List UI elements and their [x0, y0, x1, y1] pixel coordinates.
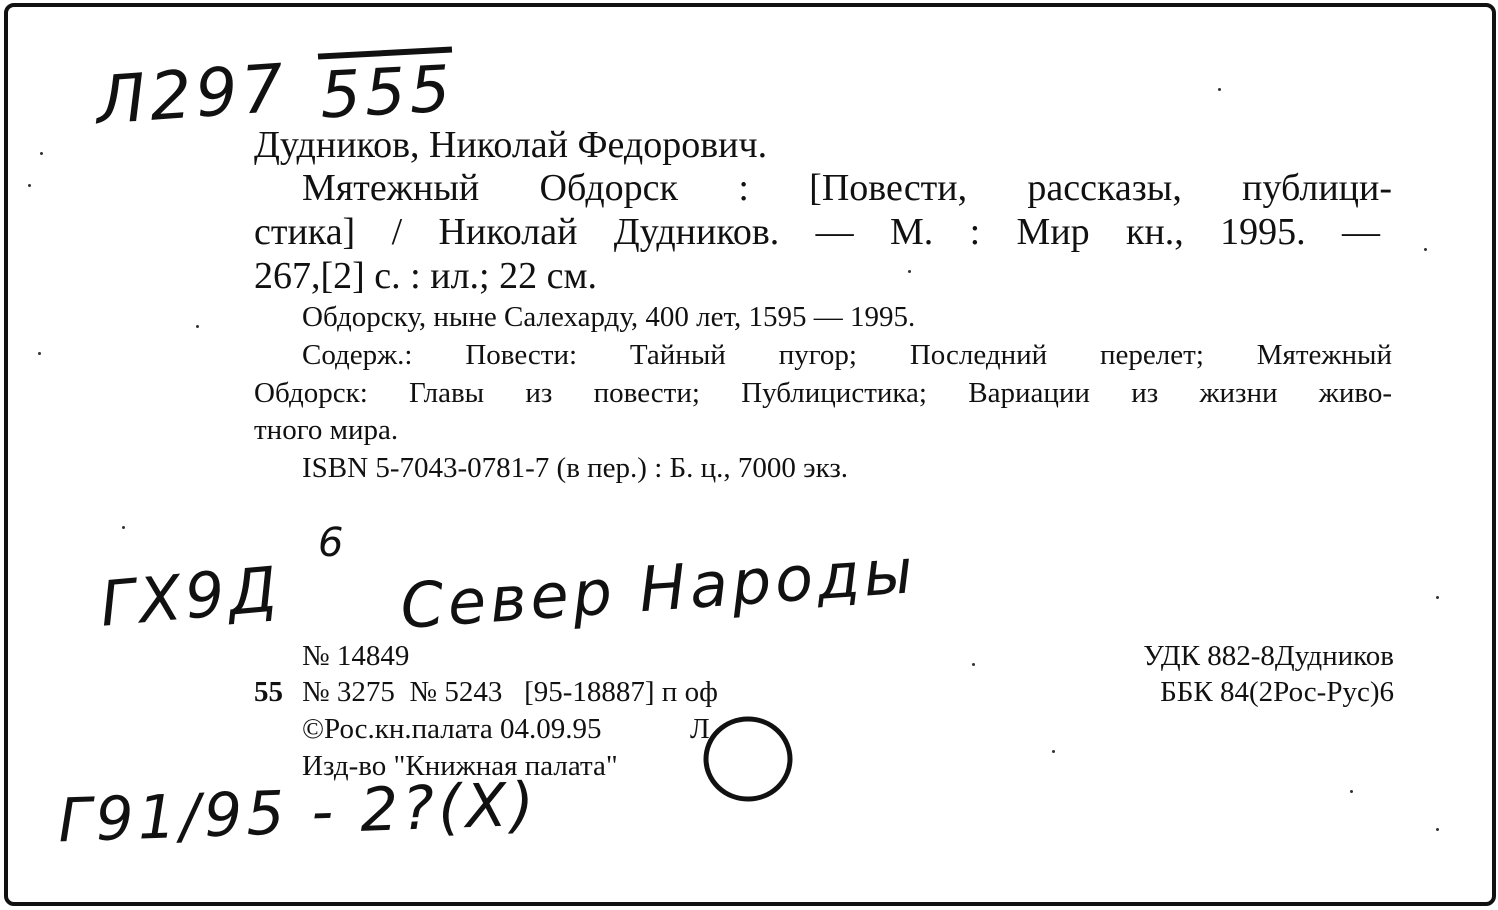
handwritten-overlined-number: 555 — [318, 52, 457, 134]
scan-speck — [1436, 596, 1439, 599]
scan-speck — [196, 325, 199, 328]
scan-speck — [908, 270, 911, 273]
scan-speck — [1350, 790, 1353, 793]
scan-speck — [1052, 750, 1055, 753]
handwritten-shelf-note: Север Народы — [398, 534, 919, 643]
description-line-3: 267,[2] с. : ил.; 22 см. — [254, 255, 598, 297]
handwritten-registration: Г91/95 - 2?(Х) — [56, 769, 540, 857]
publisher-line: Изд-во "Книжная палата" — [302, 750, 618, 782]
handwritten-shelf-mark-superscript: 6 — [318, 520, 348, 566]
scan-speck — [972, 663, 975, 666]
scan-speck — [122, 526, 125, 529]
description-line-1: Мятежный Обдорск : [Повести, рассказы, публици- — [302, 167, 1392, 209]
copyright-line-tail: Л — [690, 713, 710, 745]
scan-speck — [1424, 248, 1427, 251]
stamp-circle — [700, 714, 796, 804]
author-heading: Дудников, Николай Федорович. — [254, 124, 768, 166]
handwritten-shelf-mark: ГХ9Д — [97, 552, 284, 641]
scan-speck — [28, 184, 31, 187]
scan-speck — [1436, 828, 1439, 831]
note-anniversary: Обдорску, ныне Салехарду, 400 лет, 1595 — 1995. — [302, 301, 916, 333]
isbn-line: ISBN 5-7043-0781-7 (в пер.) : Б. ц., 7000 экз. — [302, 452, 849, 484]
copyright-line: ©Рос.кн.палата 04.09.95 — [302, 713, 602, 745]
udk-code: УДК 882-8Дудников — [1143, 640, 1394, 672]
contents-line-3: тного мира. — [254, 414, 399, 446]
bbk-code: ББК 84(2Рос-Рус)6 — [1160, 676, 1394, 708]
record-numbers: № 3275 № 5243 [95-18887] п оф — [302, 676, 718, 708]
description-line-2: стика] / Николай Дудников. — М. : Мир кн., 1995. — — [254, 211, 1380, 253]
registration-number: № 14849 — [302, 640, 410, 672]
handwritten-call-number: Л297 — [93, 49, 291, 140]
line-prefix: 55 — [254, 676, 283, 708]
scan-speck — [1218, 88, 1221, 91]
contents-line-2: Обдорск: Главы из повести; Публицистика; Вариации из жизни живо- — [254, 377, 1392, 409]
contents-line-1: Содерж.: Повести: Тайный пугор; Последний перелет; Мятежный — [302, 339, 1392, 371]
scan-speck — [38, 352, 41, 355]
scan-speck — [40, 152, 43, 155]
